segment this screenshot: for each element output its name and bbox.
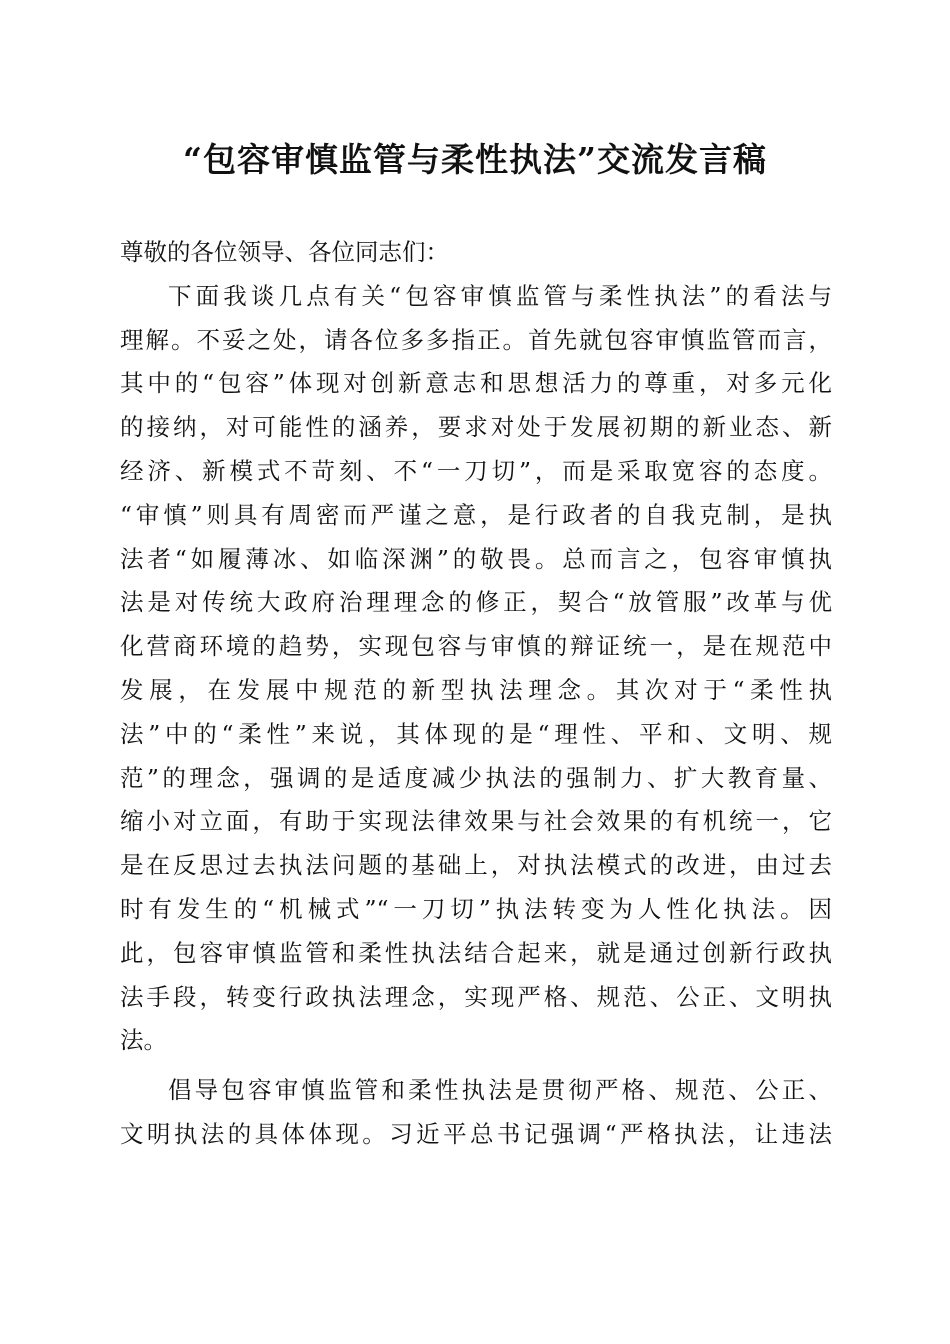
paragraph-line: 经济、新模式不苛刻、不“一刀切”，而是采取宽容的态度。 — [120, 456, 832, 485]
paragraph-line: 法是对传统大政府治理理念的修正，契合“放管服”改革与优 — [120, 588, 832, 617]
paragraph-1 — [120, 275, 832, 1063]
paragraph-2 — [120, 1069, 832, 1157]
salutation: 尊敬的各位领导、各位同志们： — [120, 238, 449, 266]
document-title: “包容审慎监管与柔性执法”交流发言稿 — [183, 140, 767, 179]
paragraph-line: 下面我谈几点有关“包容审慎监管与柔性执法”的看法与 — [168, 281, 832, 310]
document-body — [120, 231, 832, 1157]
paragraph-line: 此，包容审慎监管和柔性执法结合起来，就是通过创新行政执 — [120, 938, 832, 967]
paragraph-line: 发展，在发展中规范的新型执法理念。其次对于“柔性执 — [120, 675, 832, 704]
paragraph-line: 法。 — [120, 1026, 167, 1055]
paragraph-line: 法手段，转变行政执法理念，实现严格、规范、公正、文明执 — [120, 982, 832, 1011]
paragraph-line: 范”的理念，强调的是适度减少执法的强制力、扩大教育量、 — [120, 763, 832, 792]
paragraph-line: 缩小对立面，有助于实现法律效果与社会效果的有机统一，它 — [120, 807, 832, 836]
paragraph-line: 化营商环境的趋势，实现包容与审慎的辩证统一，是在规范中 — [120, 632, 832, 661]
paragraph-line: 的接纳，对可能性的涵养，要求对处于发展初期的新业态、新 — [120, 413, 832, 442]
paragraph-line: 倡导包容审慎监管和柔性执法是贯彻严格、规范、公正、 — [168, 1076, 832, 1105]
paragraph-line: 其中的“包容”体现对创新意志和思想活力的尊重，对多元化 — [120, 369, 832, 398]
paragraph-line: 理解。不妥之处，请各位多多指正。首先就包容审慎监管而言， — [120, 325, 832, 354]
paragraph-line: 法者“如履薄冰、如临深渊”的敬畏。总而言之，包容审慎执 — [120, 544, 832, 573]
paragraph-line: 法”中的“柔性”来说，其体现的是“理性、平和、文明、规 — [120, 719, 832, 748]
paragraph-line: 文明执法的具体体现。习近平总书记强调“严格执法，让违法 — [120, 1119, 832, 1148]
paragraph-line: 时有发生的“机械式”“一刀切”执法转变为人性化执法。因 — [120, 894, 832, 923]
paragraph-line: 是在反思过去执法问题的基础上，对执法模式的改进，由过去 — [120, 851, 832, 880]
paragraph-line: “审慎”则具有周密而严谨之意，是行政者的自我克制，是执 — [120, 500, 832, 529]
